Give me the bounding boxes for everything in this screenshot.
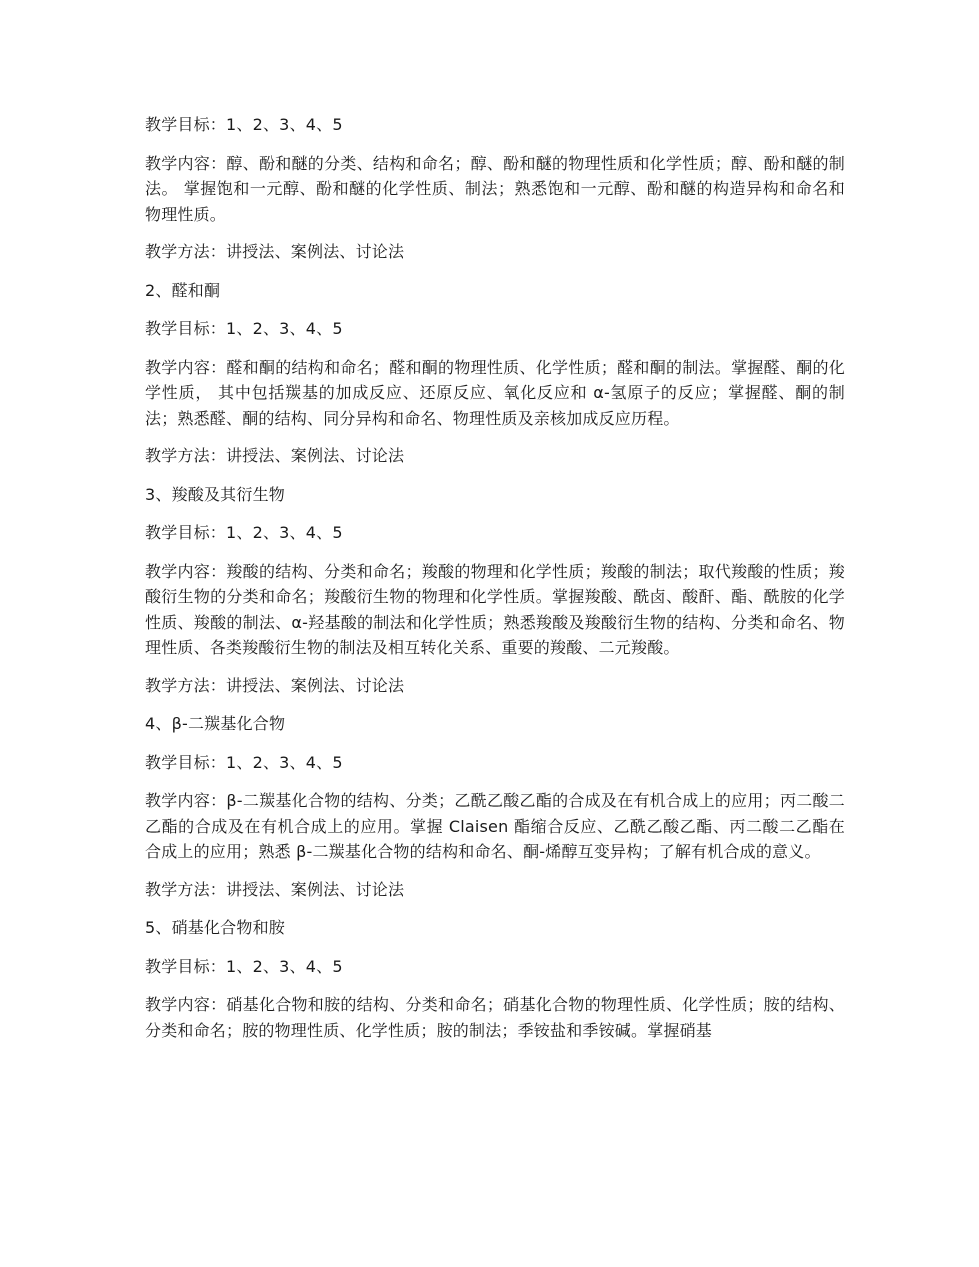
teaching-content: 教学内容：硝基化合物和胺的结构、分类和命名；硝基化合物的物理性质、化学性质；胺的结构、分类和命名；胺的物理性质、化学性质；胺的制法；季铵盐和季铵碱。掌握硝基 [145, 995, 845, 1040]
section-heading: 2、醛和酮 [145, 280, 221, 300]
teaching-content: 教学内容：醛和酮的结构和命名；醛和酮的物理性质、化学性质；醛和酮的制法。掌握醛、酮的化学性质， 其中包括羰基的加成反应、还原反应、氧化反应和 α-氢原子的反应；掌握醛、酮的制法；熟悉醛、酮的结构、同分异构和命名、物理性质及亲核加成反应历程。 [145, 357, 845, 428]
teaching-goal: 教学目标：1、2、3、4、5 [145, 956, 343, 976]
teaching-goal: 教学目标：1、2、3、4、5 [145, 115, 343, 134]
section-heading: 5、硝基化合物和胺 [145, 918, 285, 937]
section-heading: 3、羧酸及其衍生物 [145, 484, 285, 504]
teaching-method: 教学方法：讲授法、案例法、讨论法 [145, 242, 405, 261]
document-body [145, 112, 845, 1055]
teaching-goal: 教学目标：1、2、3、4、5 [145, 523, 343, 542]
teaching-content: 教学内容：醇、酚和醚的分类、结构和命名；醇、酚和醚的物理性质和化学性质；醇、酚和醚的制法。 掌握饱和一元醇、酚和醚的化学性质、制法；熟悉饱和一元醇、酚和醚的构造异构和命名和物理性质。 [145, 153, 845, 224]
teaching-goal: 教学目标：1、2、3、4、5 [145, 319, 343, 338]
teaching-method: 教学方法：讲授法、案例法、讨论法 [145, 879, 405, 899]
section-heading: 4、β-二羰基化合物 [145, 714, 286, 733]
teaching-content: 教学内容：羧酸的结构、分类和命名；羧酸的物理和化学性质；羧酸的制法；取代羧酸的性质；羧酸衍生物的分类和命名；羧酸衍生物的物理和化学性质。掌握羧酸、酰卤、酸酐、酯、酰胺的化学性质、羧酸的制法、α-羟基酸的制法和化学性质；熟悉羧酸及羧酸衍生物的结构、分类和命名、物理性质、各类羧酸衍生物的制法及相互转化关系、重要的羧酸、二元羧酸。 [145, 561, 845, 657]
teaching-content: 教学内容：β-二羰基化合物的结构、分类；乙酰乙酸乙酯的合成及在有机合成上的应用；丙二酸二乙酯的合成及在有机合成上的应用。掌握 Claisen 酯缩合反应、乙酰乙酸乙酯、丙二酸二乙酯在合成上的应用；熟悉 β-二羰基化合物的结构和命名、酮-烯醇互变异构；了解有机合成的意义。 [145, 791, 845, 861]
teaching-method: 教学方法：讲授法、案例法、讨论法 [145, 446, 405, 465]
teaching-goal: 教学目标：1、2、3、4、5 [145, 752, 343, 772]
teaching-method: 教学方法：讲授法、案例法、讨论法 [145, 675, 405, 695]
